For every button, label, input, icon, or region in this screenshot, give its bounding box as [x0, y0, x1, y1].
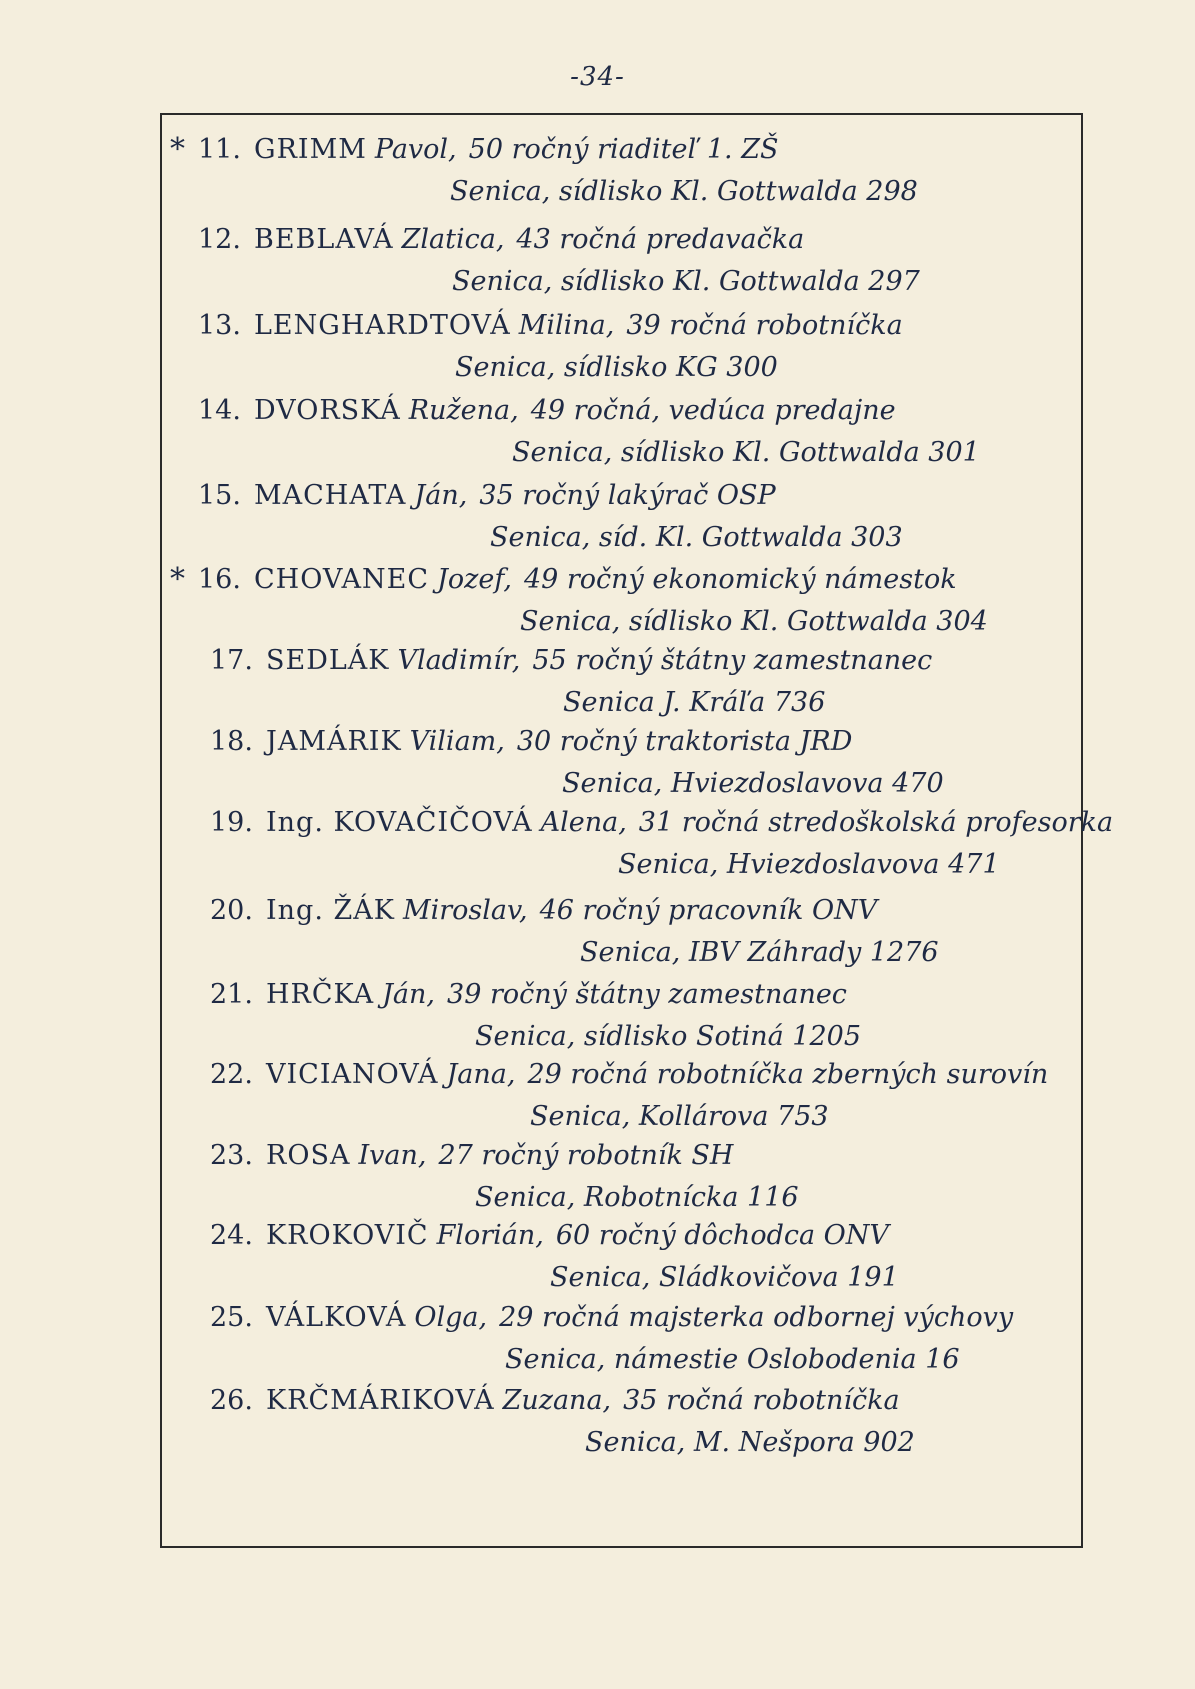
entry-surname: BEBLAVÁ [254, 224, 394, 255]
asterisk-marker: * [170, 132, 185, 167]
entry-number: 16. [198, 564, 241, 595]
list-item [0, 724, 1195, 814]
entry-details: 29 ročná majsterka odbornej výchovy [499, 1302, 1014, 1333]
entry-given-name: Florián, [436, 1220, 544, 1251]
entry-number: 11. [198, 134, 241, 165]
entry-given-name: Olga, [414, 1302, 488, 1333]
entry-details: 30 ročný traktorista JRD [516, 726, 853, 757]
entry-address: Senica, námestie Oslobodenia 16 [505, 1344, 960, 1375]
entry-number: 19. [210, 807, 253, 838]
entry-surname: MACHATA [254, 480, 407, 511]
entry-given-name: Vladimír, [397, 645, 521, 676]
entry-details: 46 ročný pracovník ONV [539, 895, 878, 926]
entry-number: 25. [210, 1302, 253, 1333]
list-item [0, 308, 1195, 398]
entry-number: 22. [210, 1059, 253, 1090]
entry-surname: JAMÁRIK [266, 726, 402, 757]
entry-number: 26. [210, 1385, 253, 1416]
entry-given-name: Milina, [518, 310, 615, 341]
list-item [0, 562, 1195, 652]
entry-details: 39 ročná robotníčka [626, 310, 903, 341]
entry-details: 39 ročný štátny zamestnanec [447, 979, 847, 1010]
entry-given-name: Ružena, [408, 395, 519, 426]
entry-number: 24. [210, 1220, 253, 1251]
list-item [0, 805, 1195, 895]
list-item [0, 1218, 1195, 1308]
entry-number: 18. [210, 726, 253, 757]
entry-number: 12. [198, 224, 241, 255]
entry-number: 14. [198, 395, 241, 426]
entry-given-name: Pavol, [374, 134, 457, 165]
entry-details: 43 ročná predavačka [516, 224, 805, 255]
entry-number: 13. [198, 310, 241, 341]
entry-given-name: Ivan, [358, 1140, 427, 1171]
entry-given-name: Ján, [414, 480, 468, 511]
entry-address: Senica, sídlisko Kl. Gottwalda 298 [450, 176, 918, 207]
entry-surname: Ing. ŽÁK [266, 895, 395, 926]
entry-details: 29 ročná robotníčka zberných surovín [527, 1059, 1049, 1090]
entry-number: 21. [210, 979, 253, 1010]
list-item [0, 1138, 1195, 1228]
entry-details: 49 ročný ekonomický námestok [523, 564, 957, 595]
entry-address: Senica, Kollárova 753 [530, 1101, 829, 1132]
entry-details: 49 ročná, vedúca predajne [530, 395, 896, 426]
entry-address: Senica, sídlisko Kl. Gottwalda 304 [520, 606, 988, 637]
entry-surname: VÁLKOVÁ [266, 1302, 407, 1333]
entry-address: Senica J. Kráľa 736 [563, 687, 826, 718]
entry-details: 35 ročný lakýrač OSP [479, 480, 776, 511]
entry-given-name: Zlatica, [401, 224, 505, 255]
entry-details: 27 ročný robotník SH [438, 1140, 734, 1171]
entry-details: 35 ročná robotníčka [623, 1385, 900, 1416]
entry-details: 31 ročná stredoškolská profesorka [638, 807, 1114, 838]
entry-surname: DVORSKÁ [254, 395, 401, 426]
entry-surname: VICIANOVÁ [266, 1059, 439, 1090]
asterisk-marker: * [170, 562, 185, 597]
list-item [0, 222, 1195, 312]
entry-address: Senica, Hviezdoslavova 470 [562, 768, 944, 799]
entry-address: Senica, síd. Kl. Gottwalda 303 [490, 522, 903, 553]
entry-surname: KRČMÁRIKOVÁ [266, 1385, 495, 1416]
entry-given-name: Jozef, [437, 564, 512, 595]
list-item [0, 393, 1195, 483]
entry-given-name: Jana, [446, 1059, 516, 1090]
entry-address: Senica, sídlisko Sotiná 1205 [475, 1021, 862, 1052]
list-item [0, 1383, 1195, 1473]
entry-number: 23. [210, 1140, 253, 1171]
entry-given-name: Miroslav, [402, 895, 528, 926]
entry-number: 15. [198, 480, 241, 511]
list-item [0, 1300, 1195, 1390]
entry-surname: ROSA [266, 1140, 351, 1171]
list-item [0, 643, 1195, 733]
entry-given-name: Alena, [540, 807, 627, 838]
entry-surname: Ing. KOVAČIČOVÁ [266, 807, 533, 838]
entry-surname: HRČKA [266, 979, 375, 1010]
entry-given-name: Zuzana, [502, 1385, 612, 1416]
entry-details: 60 ročný dôchodca ONV [555, 1220, 889, 1251]
entry-surname: CHOVANEC [254, 564, 430, 595]
entry-address: Senica, M. Nešpora 902 [585, 1427, 915, 1458]
entry-number: 20. [210, 895, 253, 926]
entry-details: 50 ročný riaditeľ 1. ZŠ [468, 134, 779, 165]
page-number: -34- [570, 62, 625, 92]
entry-surname: SEDLÁK [266, 645, 390, 676]
entry-address: Senica, sídlisko Kl. Gottwalda 301 [512, 437, 980, 468]
entry-address: Senica, sídlisko KG 300 [455, 352, 778, 383]
entry-surname: GRIMM [254, 134, 367, 165]
list-item [0, 132, 1195, 222]
list-item [0, 478, 1195, 568]
list-item [0, 1057, 1195, 1147]
entry-address: Senica, Sládkovičova 191 [550, 1262, 899, 1293]
entry-details: 55 ročný štátny zamestnanec [532, 645, 933, 676]
list-item [0, 893, 1195, 983]
entry-given-name: Viliam, [409, 726, 505, 757]
entry-address: Senica, sídlisko Kl. Gottwalda 297 [452, 266, 920, 297]
list-item [0, 977, 1195, 1067]
entry-address: Senica, Hviezdoslavova 471 [618, 849, 1000, 880]
entry-address: Senica, Robotnícka 116 [475, 1182, 799, 1213]
entry-address: Senica, IBV Záhrady 1276 [580, 937, 939, 968]
entry-surname: LENGHARDTOVÁ [254, 310, 511, 341]
entry-number: 17. [210, 645, 253, 676]
entry-given-name: Ján, [382, 979, 436, 1010]
entry-surname: KROKOVIČ [266, 1220, 429, 1251]
